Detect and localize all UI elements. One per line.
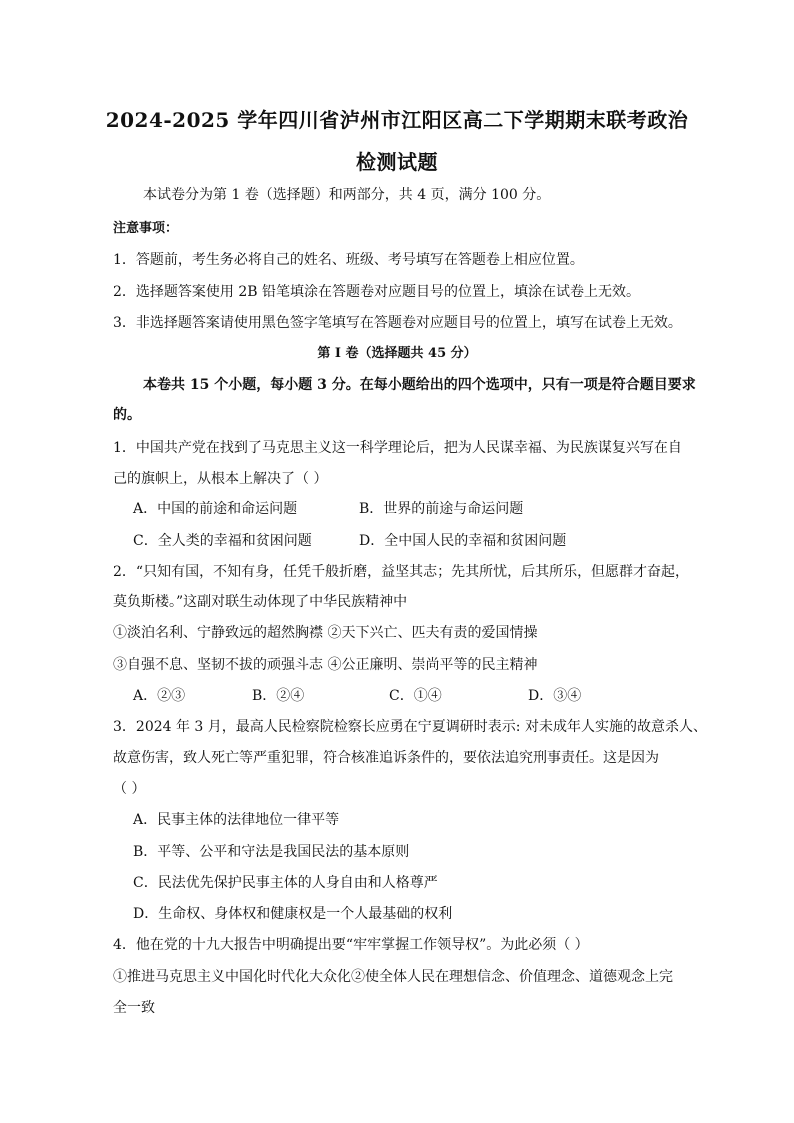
q2-option-b: B．②④	[252, 688, 305, 704]
q2-statement-line-1: ①淡泊名利、宁静致远的超然胸襟 ②天下兴亡、匹夫有责的爱国情操	[113, 625, 538, 641]
section-instruction-line-1: 本卷共 15 个小题，每小题 3 分。在每小题给出的四个选项中，只有一项是符合题目要求	[143, 377, 696, 393]
q4-statement-line-2: 全一致	[113, 1000, 155, 1016]
q1-option-c: C．全人类的幸福和贫困问题	[133, 533, 312, 549]
q3-stem-line-1: 3．2024 年 3 月，最高人民检察院检察长应勇在宁夏调研时表示: 对未成年人实施的故意杀人、	[113, 719, 707, 735]
q1-option-a: A．中国的前途和命运问题	[133, 501, 298, 517]
notice-heading: 注意事项：	[113, 221, 179, 236]
q3-stem-line-2: 故意伤害，致人死亡等严重犯罪，符合核准追诉条件的，要依法追究刑事责任。这是因为	[113, 750, 659, 766]
q2-stem-line-1: 2．“只知有国，不知有身，任凭千般折磨，益坚其志；先其所忧，后其所乐，但愿群才奋起，	[113, 564, 690, 580]
q4-stem-line-1: 4．他在党的十九大报告中明确提出要“牢牢掌握工作领导权”。为此必须（ ）	[113, 937, 589, 953]
section-instruction-line-2: 的。	[113, 407, 141, 423]
notice-item-3: 3．非选择题答案请使用黑色签字笔填写在答题卷对应题目号的位置上，填写在试卷上无效。	[113, 315, 682, 331]
q2-option-d: D．③④	[528, 688, 582, 704]
q1-option-d: D．全中国人民的幸福和贫困问题	[359, 533, 567, 549]
notice-item-2: 2．选择题答案使用 2B 铅笔填涂在答题卷对应题目号的位置上，填涂在试卷上无效。	[113, 284, 641, 300]
section-title: 第 I 卷（选择题共 45 分）	[317, 346, 477, 361]
q3-option-c: C．民法优先保护民事主体的人身自由和人格尊严	[133, 875, 438, 891]
notice-item-1: 1．答题前，考生务必将自己的姓名、班级、考号填写在答题卷上相应位置。	[113, 252, 584, 268]
q4-statement-line-1: ①推进马克思主义中国化时代化大众化②使全体人民在理想信念、价值理念、道德观念上完	[113, 969, 673, 985]
exam-title-line-1: 2024-2025 学年四川省泸州市江阳区高二下学期期末联考政治	[105, 108, 689, 132]
q3-stem-line-3: （ ）	[113, 781, 146, 797]
q2-stem-line-2: 莫负斯楼。”这副对联生动体现了中华民族精神中	[113, 594, 408, 610]
q3-option-a: A．民事主体的法律地位一律平等	[133, 812, 340, 828]
q3-option-b: B．平等、公平和守法是我国民法的基本原则	[133, 844, 410, 860]
q3-option-d: D．生命权、身体权和健康权是一个人最基础的权利	[133, 906, 453, 922]
q1-option-b: B．世界的前途与命运问题	[359, 501, 524, 517]
q2-option-c: C．①④	[389, 688, 442, 704]
exam-intro: 本试卷分为第 1 卷（选择题）和两部分，共 4 页，满分 100 分。	[143, 187, 551, 203]
q2-option-a: A．②③	[133, 688, 186, 704]
q2-statement-line-2: ③自强不息、坚韧不拔的顽强斗志 ④公正廉明、崇尚平等的民主精神	[113, 657, 538, 673]
q1-stem-line-2: 己的旗帜上，从根本上解决了（ ）	[113, 471, 328, 487]
q1-stem-line-1: 1．中国共产党在找到了马克思主义这一科学理论后，把为人民谋幸福、为民族谋复兴写在自	[113, 440, 682, 456]
exam-title-line-2: 检测试题	[356, 150, 438, 174]
